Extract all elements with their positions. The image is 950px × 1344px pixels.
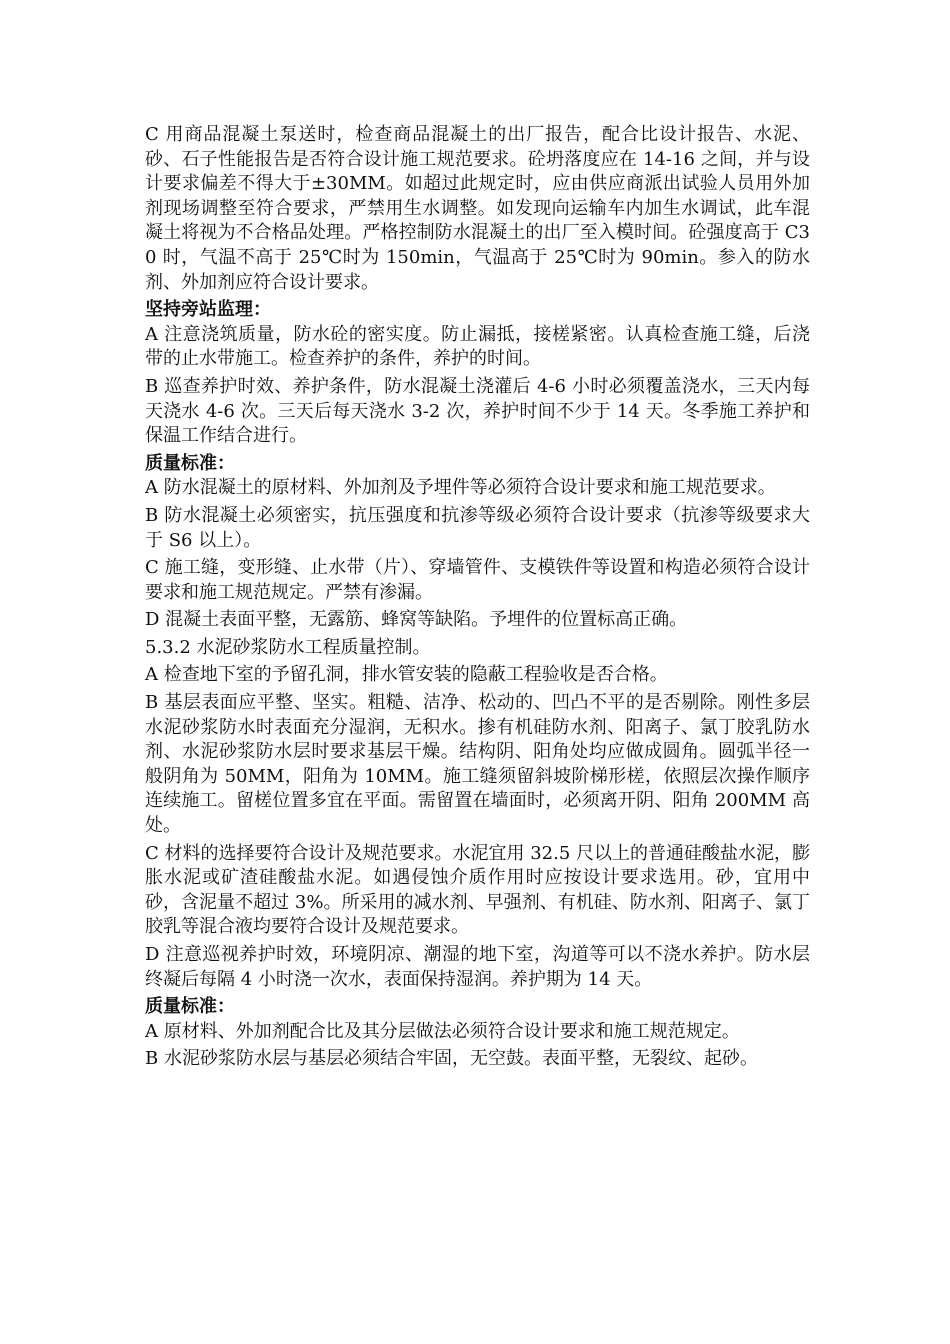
paragraph-supervision-a: A 注意浇筑质量，防水砼的密实度。防止漏抵，接槎紧密。认真检查施工缝，后浇带的止水带施工。检查养护的条件，养护的时间。 [145,323,810,370]
heading-quality-standard-1: 质量标准： [145,452,235,474]
paragraph-mortar-d: D 注意巡视养护时效，环境阴凉、潮湿的地下室，沟道等可以不浇水养护。防水层终凝后每隔 4 小时浇一次水，表面保持湿润。养护期为 14 天。 [145,944,810,990]
section-title-5-3-2: 5.3.2 水泥砂浆防水工程质量控制。 [145,636,431,658]
paragraph-mortar-a: A 检查地下室的予留孔洞，排水管安装的隐蔽工程验收是否合格。 [145,664,668,686]
paragraph-quality-a: A 防水混凝土的原材料、外加剂及予埋件等必须符合设计要求和施工规范要求。 [145,477,776,499]
document-page [145,123,810,1075]
paragraph-mortar-c: C 材料的选择要符合设计及规范要求。水泥宜用 32.5 尺以上的普通硅酸盐水泥，膨胀水泥或矿渣硅酸盐水泥。如遇侵蚀介质作用时应按设计要求选用。砂，宜用中砂，含泥量不超过 3%。所采用的减水剂、早强剂、有机硅、防水剂、阳离子、氯丁胶乳等混合液均要符合设计及规范要求。 [145,842,811,938]
paragraph-quality-b: B 防水混凝土必须密实，抗压强度和抗渗等级必须符合设计要求（抗渗等级要求大于 S6 以上）。 [145,504,810,551]
paragraph-quality-c: C 施工缝，变形缝、止水带（片）、穿墙管件、支模铁件等设置和构造必须符合设计要求和施工规范规定。严禁有渗漏。 [145,557,810,603]
paragraph-concrete-pumping: C 用商品混凝土泵送时，检查商品混凝土的出厂报告，配合比设计报告、水泥、砂、石子性能报告是否符合设计施工规范要求。砼坍落度应在 14-16 之间，并与设计要求偏差不得大于±30MM。如超过此规定时，应由供应商派出试验人员用外加剂现场调整至符合要求，严禁用生水调整。如发现向运输车内加生水调试，此车混凝土将视为不合格品处理。严格控制防水混凝土的出厂至入模时间。砼强度高于 C30 时，气温不高于 25℃时为 150min，气温高于 25℃时为 90min。参入的防水剂、外加剂应符合设计要求。 [145,124,810,293]
paragraph-quality-d: D 混凝土表面平整，无露筋、蜂窝等缺陷。予埋件的位置标高正确。 [145,609,688,631]
heading-quality-standard-2: 质量标准： [145,996,235,1018]
paragraph-mortar-b: B 基层表面应平整、坚实。粗糙、洁净、松动的、凹凸不平的是否剔除。刚性多层水泥砂浆防水时表面充分湿润，无积水。掺有机硅防水剂、阳离子、氯丁胶乳防水剂、水泥砂浆防水层时要求基层干燥。结构阴、阳角处均应做成圆角。圆弧半径一般阴角为 50MM，阳角为 10MM。施工缝须留斜坡阶梯形槎，依照层次操作顺序连续施工。留槎位置多宜在平面。需留置在墙面时，必须离开阴、阳角 200MM 高处。 [145,692,810,837]
paragraph-supervision-b: B 巡查养护时效、养护条件，防水混凝土浇灌后 4-6 小时必须覆盖浇水，三天内每天浇水 4-6 次。三天后每天浇水 3-2 次，养护时间不少于 14 天。冬季施工养护和保温工作结合进行。 [145,375,810,447]
paragraph-mortar-quality-a: A 原材料、外加剂配合比及其分层做法必须符合设计要求和施工规范规定。 [145,1020,740,1042]
paragraph-mortar-quality-b: B 水泥砂浆防水层与基层必须结合牢固，无空鼓。表面平整，无裂纹、起砂。 [145,1048,758,1070]
heading-supervision: 坚持旁站监理： [145,299,271,321]
